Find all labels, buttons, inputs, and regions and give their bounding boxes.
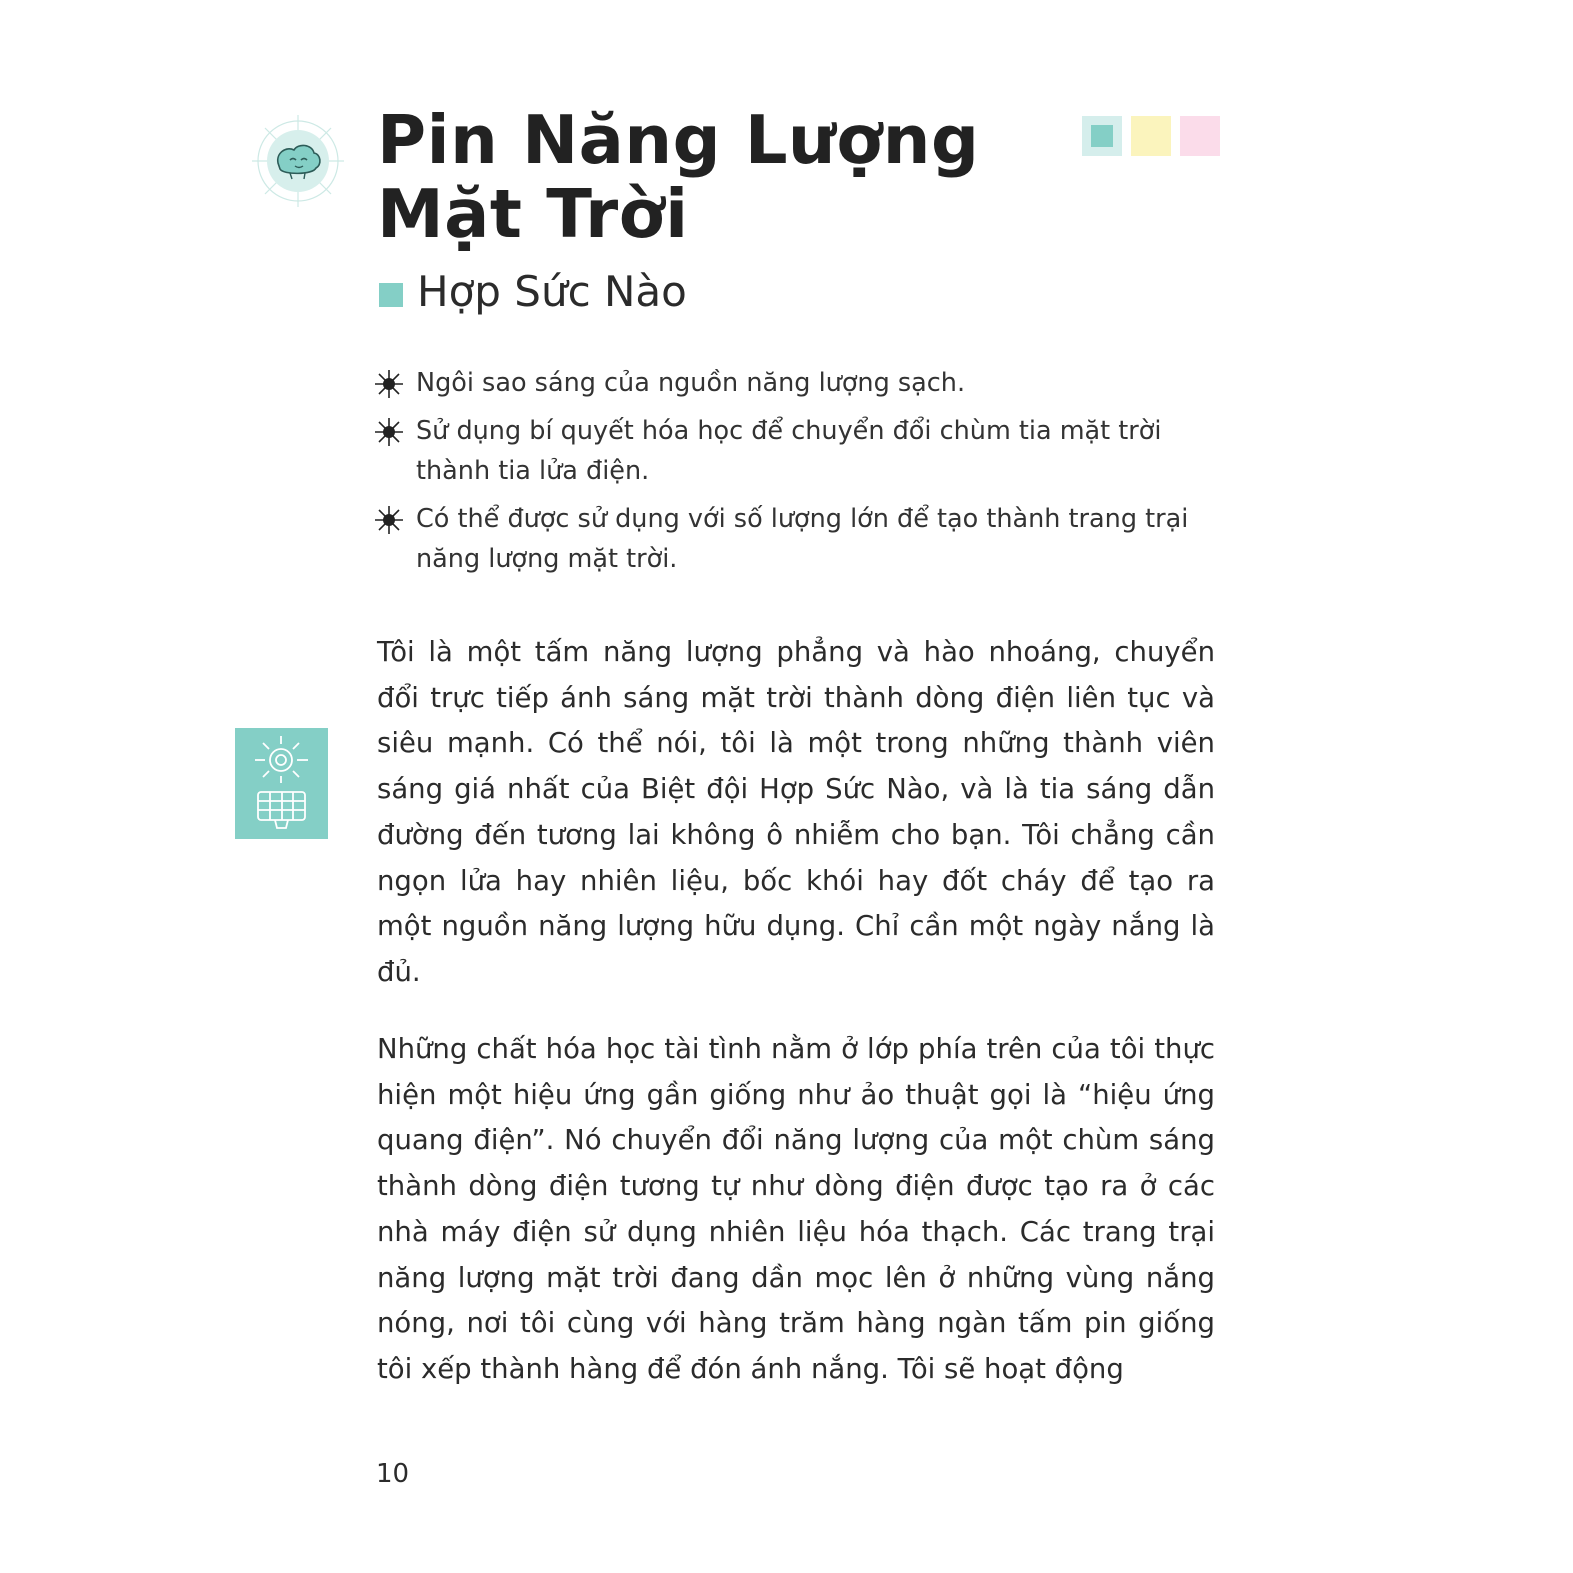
title-line-1: Pin Năng Lượng	[377, 101, 980, 179]
list-item-text: Ngôi sao sáng của nguồn năng lượng sạch.	[416, 368, 966, 398]
title-line-2: Mặt Trời	[377, 175, 689, 253]
teal-swatch	[1082, 116, 1122, 156]
list-item	[374, 411, 1216, 491]
subtitle-square-icon	[379, 283, 403, 307]
pink-swatch	[1180, 116, 1220, 156]
page-title	[377, 103, 979, 251]
subtitle-text: Hợp Sức Nào	[417, 267, 687, 316]
smiling-cloud-sun-icon	[250, 113, 346, 209]
list-item	[374, 363, 1216, 403]
body-paragraph-2: Những chất hóa học tài tình nằm ở lớp phía trên của tôi thực hiện một hiệu ứng gần giống như ảo thuật gọi là “hiệu ứng quang điện”. Nó chuyển đổi năng lượng của một chùm sáng thành dòng điện tương tự như dòng điện được tạo ra ở các nhà máy điện sử dụng nhiên liệu hóa thạch. Các trang trại năng lượng mặt trời đang dần mọc lên ở những vùng nắng nóng, nơi tôi cùng với hàng trăm hàng ngàn tấm pin giống tôi xếp thành hàng để đón ánh nắng. Tôi sẽ hoạt động	[377, 1033, 1215, 1385]
list-item	[374, 499, 1216, 579]
subtitle	[379, 262, 687, 322]
solar-panel-tile	[235, 728, 328, 839]
list-item-text: Sử dụng bí quyết hóa học để chuyển đổi chùm tia mặt trời thành tia lửa điện.	[416, 416, 1162, 486]
star-burst-icon	[374, 417, 404, 447]
star-burst-icon	[374, 369, 404, 399]
yellow-swatch	[1131, 116, 1171, 156]
fact-list	[374, 363, 1216, 587]
solar-panel-character-icon	[235, 728, 328, 839]
body-paragraph-1: Tôi là một tấm năng lượng phẳng và hào nhoáng, chuyển đổi trực tiếp ánh sáng mặt trời thành dòng điện liên tục và siêu mạnh. Có thể nói, tôi là một trong những thành viên sáng giá nhất của Biệt đội Hợp Sức Nào, và là tia sáng dẫn đường đến tương lai không ô nhiễm cho bạn. Tôi chẳng cần ngọn lửa hay nhiên liệu, bốc khói hay đốt cháy để tạo ra một nguồn năng lượng hữu dụng. Chỉ cần một ngày nắng là đủ.	[377, 636, 1215, 988]
page-number: 10	[376, 1459, 410, 1489]
star-burst-icon	[374, 505, 404, 535]
list-item-text: Có thể được sử dụng với số lượng lớn để tạo thành trang trại năng lượng mặt trời.	[416, 504, 1189, 574]
color-swatches	[1082, 116, 1220, 156]
